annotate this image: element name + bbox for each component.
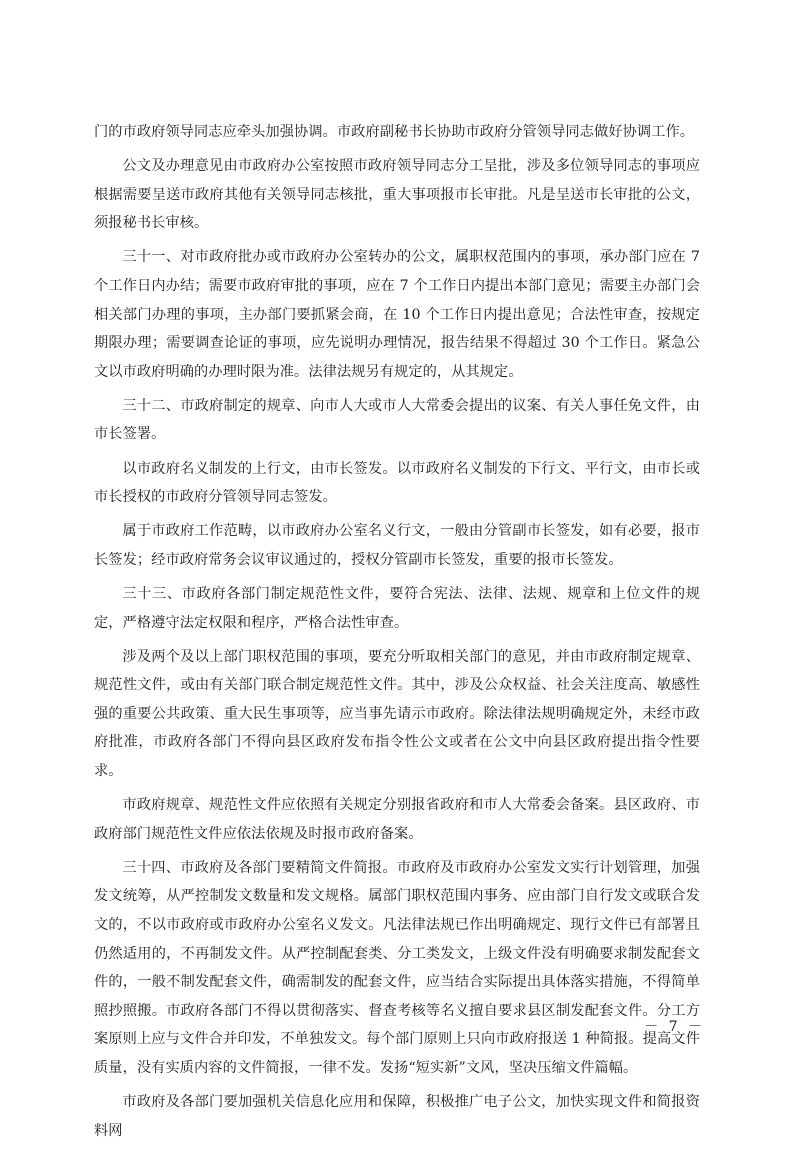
paragraph: 以市政府名义制发的上行文，由市长签发。以市政府名义制发的下行文、平行文，由市长或市长授权的市政府分管领导同志签发。 — [94, 460, 700, 506]
paragraph: 涉及两个及以上部门职权范围的事项，要充分听取相关部门的意见，并由市政府制定规章、规范性文件，或由有关部门联合制定规范性文件。其中，涉及公众权益、社会关注度高、敏感性强的重要公共政策、重大民生事项等，应当事先请示市政府。除法律法规明确规定外，未经市政府批准，市政府各部门不得向县区政府发布指令性公文或者在公文中向县区政府提出指令性要求。 — [94, 648, 700, 779]
page-number: － 7 － — [644, 1019, 705, 1035]
paragraph-article-34: 三十四、市政府及各部门要精简文件简报。市政府及市政府办公室发文实行计划管理，加强发文统筹，从严控制发文数量和发文规格。属部门职权范围内事务、应由部门自行发文或联合发文的，不以市政府或市政府办公室名义发文。凡法律法规已作出明确规定、现行文件已有部署且仍然适用的，不再制发文件。从严控制配套类、分工类发文，上级文件没有明确要求制发配套文件的，一般不制发配套文件，确需制发的配套文件，应当结合实际提出具体落实措施，不得简单照抄照搬。市政府各部门不得以贯彻落实、督查考核等名义擅自要求县区制发配套文件。分工方案原则上应与文件合并印发，不单独发文。每个部门原则上只向市政府报送 1 种简报。提高文件质量，没有实质内容的文件简报，一律不发。发扬“短实新”文风，坚决压缩文件篇幅。 — [94, 859, 700, 1076]
body-text — [94, 118, 700, 1151]
paragraph: 市政府规章、规范性文件应依照有关规定分别报省政府和市人大常委会备案。县区政府、市政府部门规范性文件应依法依规及时报市政府备案。 — [94, 797, 700, 842]
paragraph: 属于市政府工作范畴，以市政府办公室名义行文，一般由分管副市长签发，如有必要，报市长签发；经市政府常务会议审议通过的，授权分管副市长签发，重要的报市长签发。 — [94, 523, 700, 568]
paragraph-article-33: 三十三、市政府各部门制定规范性文件，要符合宪法、法律、法规、规章和上位文件的规定，严格遵守法定权限和程序，严格合法性审查。 — [94, 585, 700, 631]
paragraph: 市政府及各部门要加强机关信息化应用和保障，积极推广电子公文，加快实现文件和简报资料网 — [94, 1094, 700, 1139]
paragraph: 公文及办理意见由市政府办公室按照市政府领导同志分工呈批，涉及多位领导同志的事项应根据需要呈送市政府其他有关领导同志核批，重大事项报市长审批。凡是呈送市长审批的公文，须报秘书长审核。 — [94, 158, 700, 232]
paragraph-continuation: 门的市政府领导同志应牵头加强协调。市政府副秘书长协助市政府分管领导同志做好协调工作。 — [94, 124, 695, 140]
paragraph-article-31: 三十一、对市政府批办或市政府办公室转办的公文，属职权范围内的事项，承办部门应在 7 个工作日内办结；需要市政府审批的事项，应在 7 个工作日内提出本部门意见；需要主办部门会相关部门办理的事项，主办部门要抓紧会商，在 10 个工作日内提出意见；合法性审查，按规定期限办理；需要调查论证的事项，应先说明办理情况，报告结果不得超过 30 个工作日。紧急公文以市政府明确的办理时限为准。法律法规另有规定的，从其规定。 — [94, 249, 700, 380]
paragraph-article-32: 三十二、市政府制定的规章、向市人大或市人大常委会提出的议案、有关人事任免文件，由市长签署。 — [94, 397, 700, 443]
